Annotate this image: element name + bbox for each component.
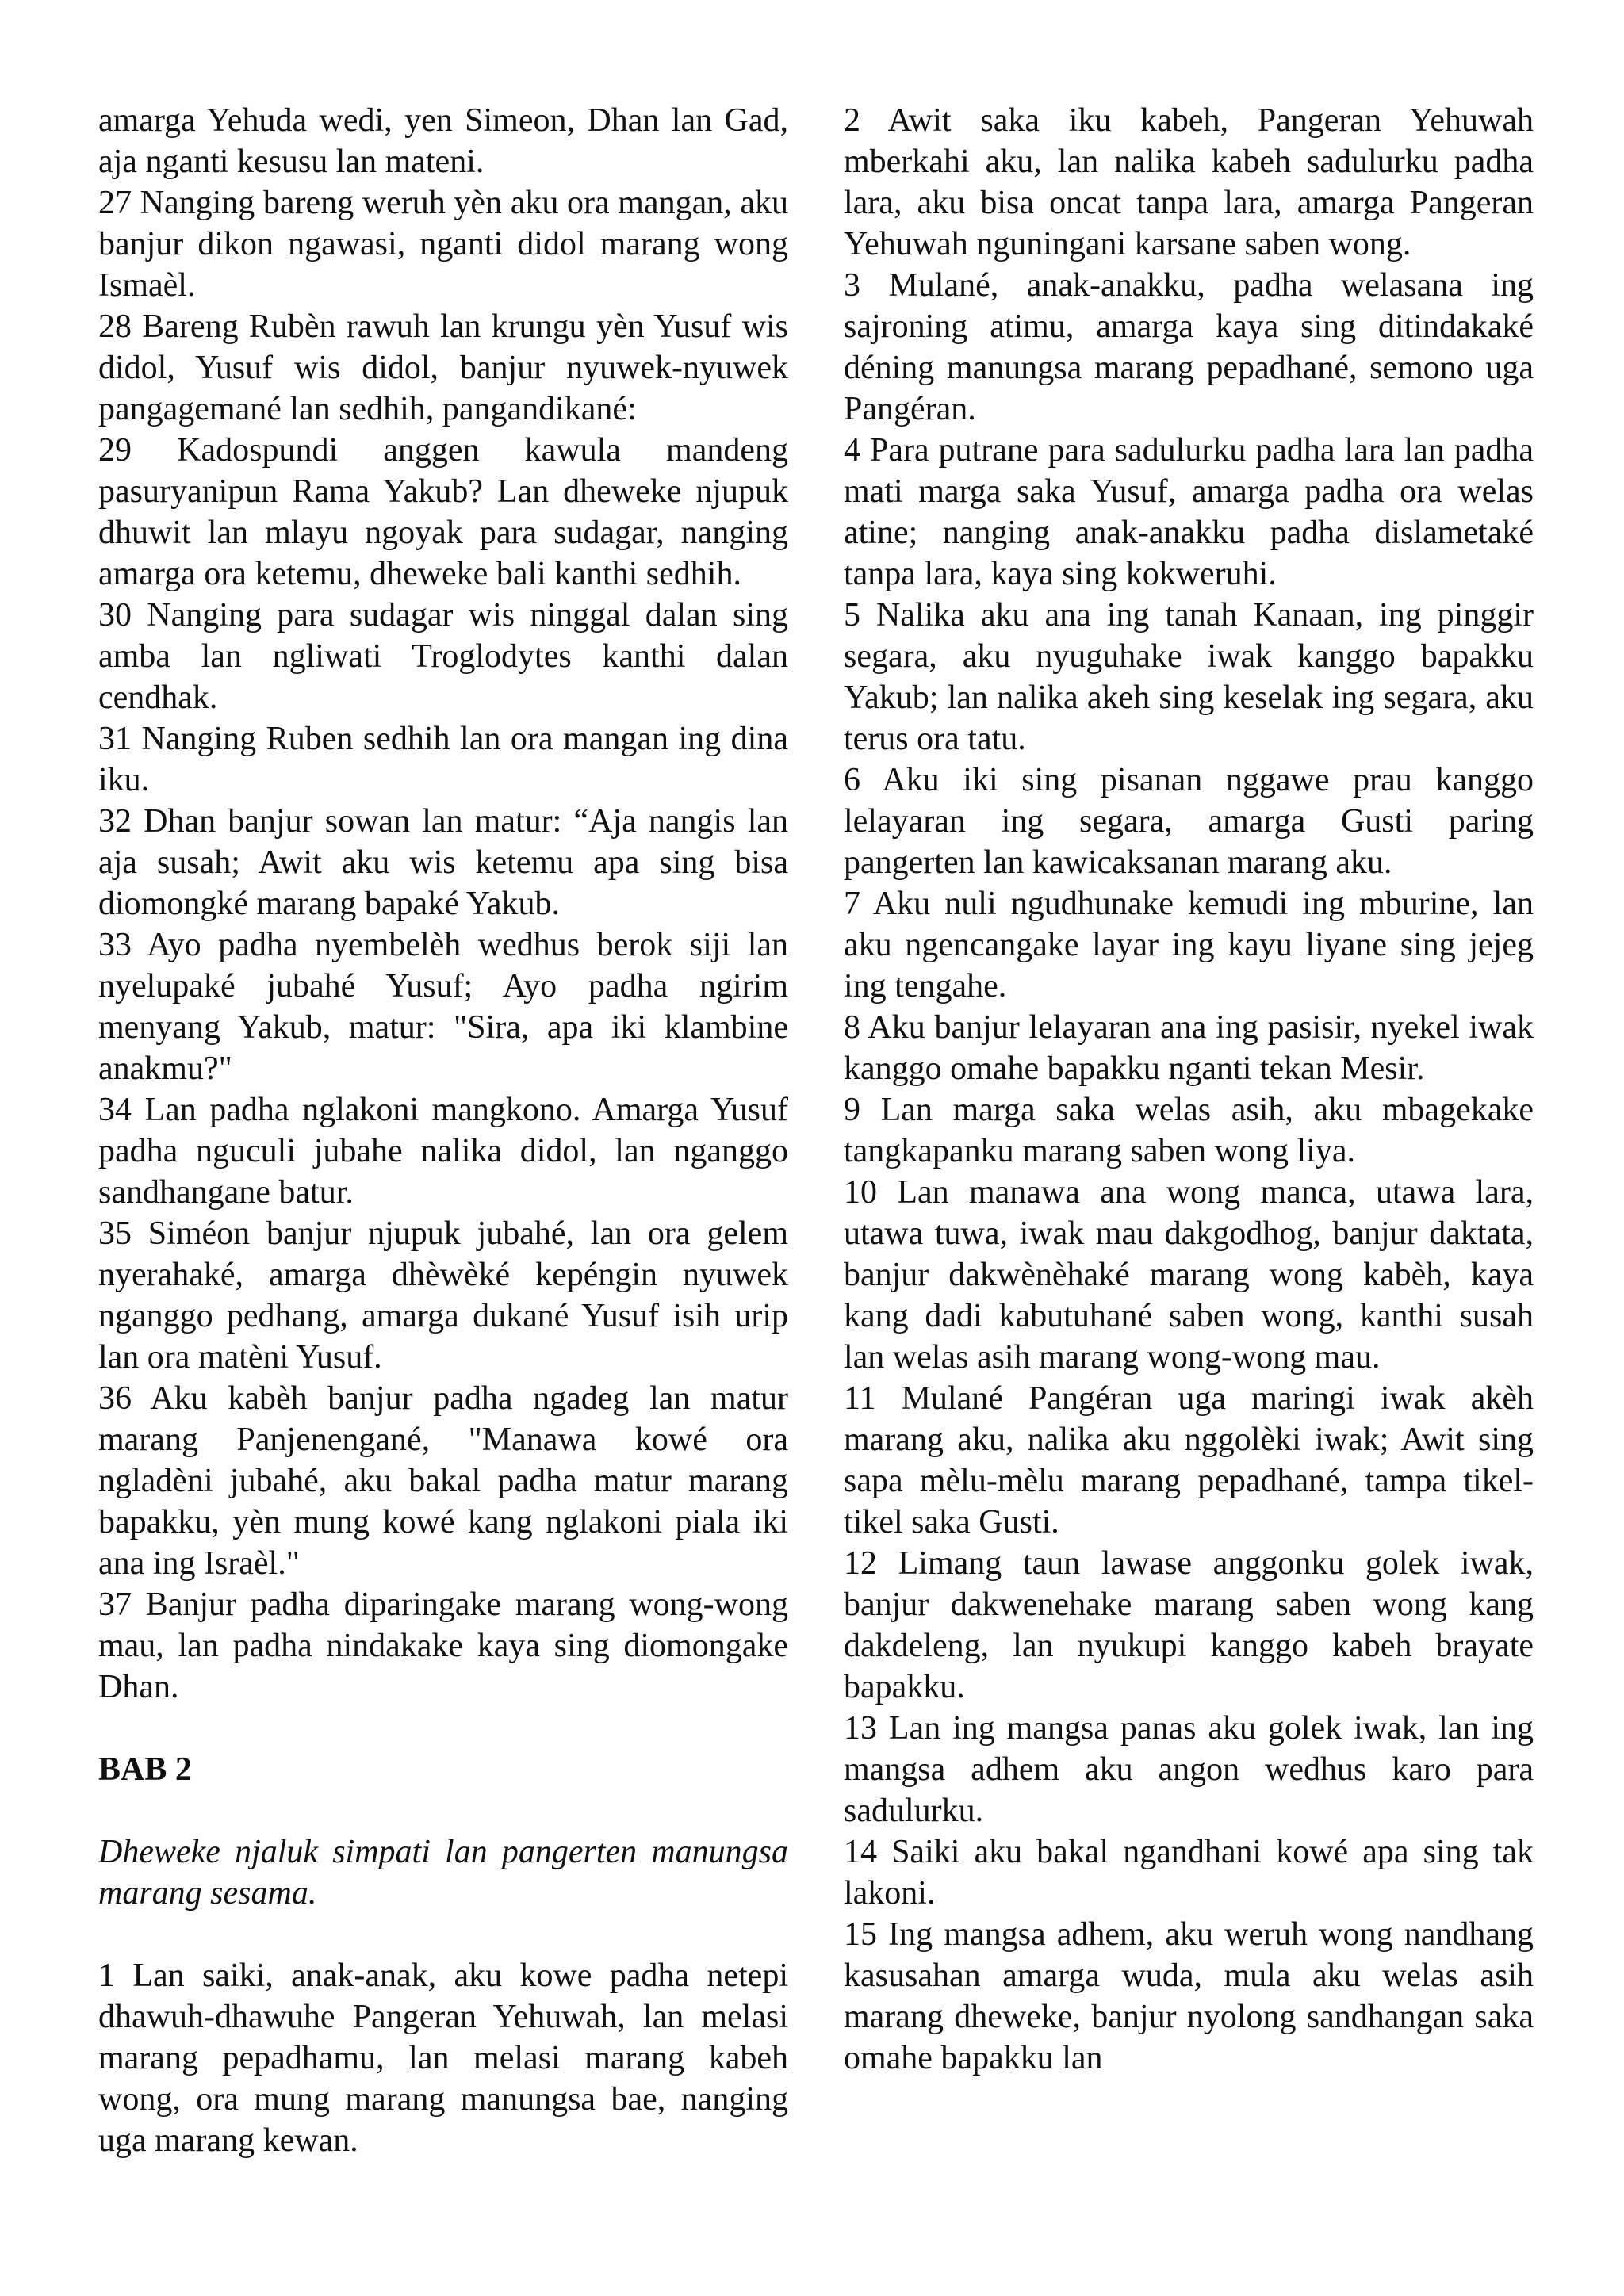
paragraph: 32 Dhan banjur sowan lan matur: “Aja nangis lan aja susah; Awit aku wis ketemu apa sing bisa diomongké marang bapaké Yakub. <box>98 803 788 922</box>
paragraph: 30 Nanging para sudagar wis ninggal dalan sing amba lan ngliwati Troglodytes kanthi dalan cendhak. <box>98 597 788 716</box>
paragraph: 11 Mulané Pangéran uga maringi iwak akèh marang aku, nalika aku nggolèki iwak; Awit sing sapa mèlu-mèlu marang pepadhané, tampa tikel-tikel saka Gusti. <box>844 1380 1534 1540</box>
paragraph: 1 Lan saiki, anak-anak, aku kowe padha netepi dhawuh-dhawuhe Pangeran Yehuwah, lan melasi marang pepadhamu, lan melasi marang kabeh wong, ora mung marang manungsa bae, nanging uga marang kewan. <box>98 1957 788 2159</box>
paragraph: 35 Siméon banjur njupuk jubahé, lan ora gelem nyerahaké, amarga dhèwèké kepéngin nyuwek nganggo pedhang, amarga dukané Yusuf isih urip lan ora matèni Yusuf. <box>98 1215 788 1376</box>
paragraph: 13 Lan ing mangsa panas aku golek iwak, lan ing mangsa adhem aku angon wedhus karo para sadulurku. <box>844 1710 1534 1829</box>
chapter-subtitle: Dheweke njaluk simpati lan pangerten manungsa marang sesama. <box>98 1834 788 1911</box>
paragraph: amarga Yehuda wedi, yen Simeon, Dhan lan Gad, aja nganti kesusu lan mateni. <box>98 102 788 180</box>
paragraph: 28 Bareng Rubèn rawuh lan krungu yèn Yusuf wis didol, Yusuf wis didol, banjur nyuwek-nyuwek pangagemané lan sedhih, pangandikané: <box>98 308 788 427</box>
paragraph: 2 Awit saka iku kabeh, Pangeran Yehuwah mberkahi aku, lan nalika kabeh sadulurku padha lara, aku bisa oncat tanpa lara, amarga Pangeran Yehuwah nguningani karsane saben wong. <box>844 102 1534 262</box>
paragraph: 3 Mulané, anak-anakku, padha welasana ing sajroning atimu, amarga kaya sing ditindakaké déning manungsa marang pepadhané, semono uga Pangéran. <box>844 267 1534 427</box>
paragraph: 31 Nanging Ruben sedhih lan ora mangan ing dina iku. <box>98 721 788 798</box>
paragraph: 37 Banjur padha diparingake marang wong-wong mau, lan padha nindakake kaya sing diomongake Dhan. <box>98 1586 788 1705</box>
paragraph: 8 Aku banjur lelayaran ana ing pasisir, nyekel iwak kanggo omahe bapakku nganti tekan Mesir. <box>844 1009 1534 1087</box>
paragraph: 36 Aku kabèh banjur padha ngadeg lan matur marang Panjenengané, "Manawa kowé ora ngladèni jubahé, aku bakal padha matur marang bapakku, yèn mung kowé kang nglakoni piala iki ana ing Israèl." <box>98 1380 788 1582</box>
paragraph: 4 Para putrane para sadulurku padha lara lan padha mati marga saka Yusuf, amarga padha ora welas atine; nanging anak-anakku padha dislametaké tanpa lara, kaya sing kokweruhi. <box>844 432 1534 592</box>
paragraph: 14 Saiki aku bakal ngandhani kowé apa sing tak lakoni. <box>844 1834 1534 1911</box>
paragraph: 15 Ing mangsa adhem, aku weruh wong nandhang kasusahan amarga wuda, mula aku welas asih marang dheweke, banjur nyolong sandhangan saka omahe bapakku lan <box>844 1916 1534 2076</box>
paragraph: 9 Lan marga saka welas asih, aku mbagekake tangkapanku marang saben wong liya. <box>844 1092 1534 1169</box>
paragraph: 34 Lan padha nglakoni mangkono. Amarga Yusuf padha nguculi jubahe nalika didol, lan nganggo sandhangane batur. <box>98 1092 788 1211</box>
paragraph: 6 Aku iki sing pisanan nggawe prau kanggo lelayaran ing segara, amarga Gusti paring pangerten lan kawicaksanan marang aku. <box>844 762 1534 881</box>
paragraph: 29 Kadospundi anggen kawula mandeng pasuryanipun Rama Yakub? Lan dheweke njupuk dhuwit lan mlayu ngoyak para sudagar, nanging amarga ora ketemu, dheweke bali kanthi sedhih. <box>98 432 788 592</box>
chapter-heading: BAB 2 <box>98 1751 192 1788</box>
paragraph: 10 Lan manawa ana wong manca, utawa lara, utawa tuwa, iwak mau dakgodhog, banjur daktata, banjur dakwènèhaké marang wong kabèh, kaya kang dadi kabutuhané saben wong, kanthi susah lan welas asih marang wong-wong mau. <box>844 1174 1534 1376</box>
paragraph: 7 Aku nuli ngudhunake kemudi ing mburine, lan aku ngencangake layar ing kayu liyane sing jejeg ing tengahe. <box>844 886 1534 1004</box>
paragraph: 27 Nanging bareng weruh yèn aku ora mangan, aku banjur dikon ngawasi, nganti didol marang wong Ismaèl. <box>98 185 788 304</box>
paragraph: 5 Nalika aku ana ing tanah Kanaan, ing pinggir segara, aku nyuguhake iwak kanggo bapakku Yakub; lan nalika akeh sing keselak ing segara, aku terus ora tatu. <box>844 597 1534 757</box>
left-column <box>98 100 788 2161</box>
right-column <box>844 100 1534 2079</box>
paragraph: 12 Limang taun lawase anggonku golek iwak, banjur dakwenehake marang saben wong kang dakdeleng, lan nyukupi kanggo kabeh brayate bapakku. <box>844 1545 1534 1705</box>
paragraph: 33 Ayo padha nyembelèh wedhus berok siji lan nyelupaké jubahé Yusuf; Ayo padha ngirim menyang Yakub, matur: "Sira, apa iki klambine anakmu?" <box>98 927 788 1087</box>
